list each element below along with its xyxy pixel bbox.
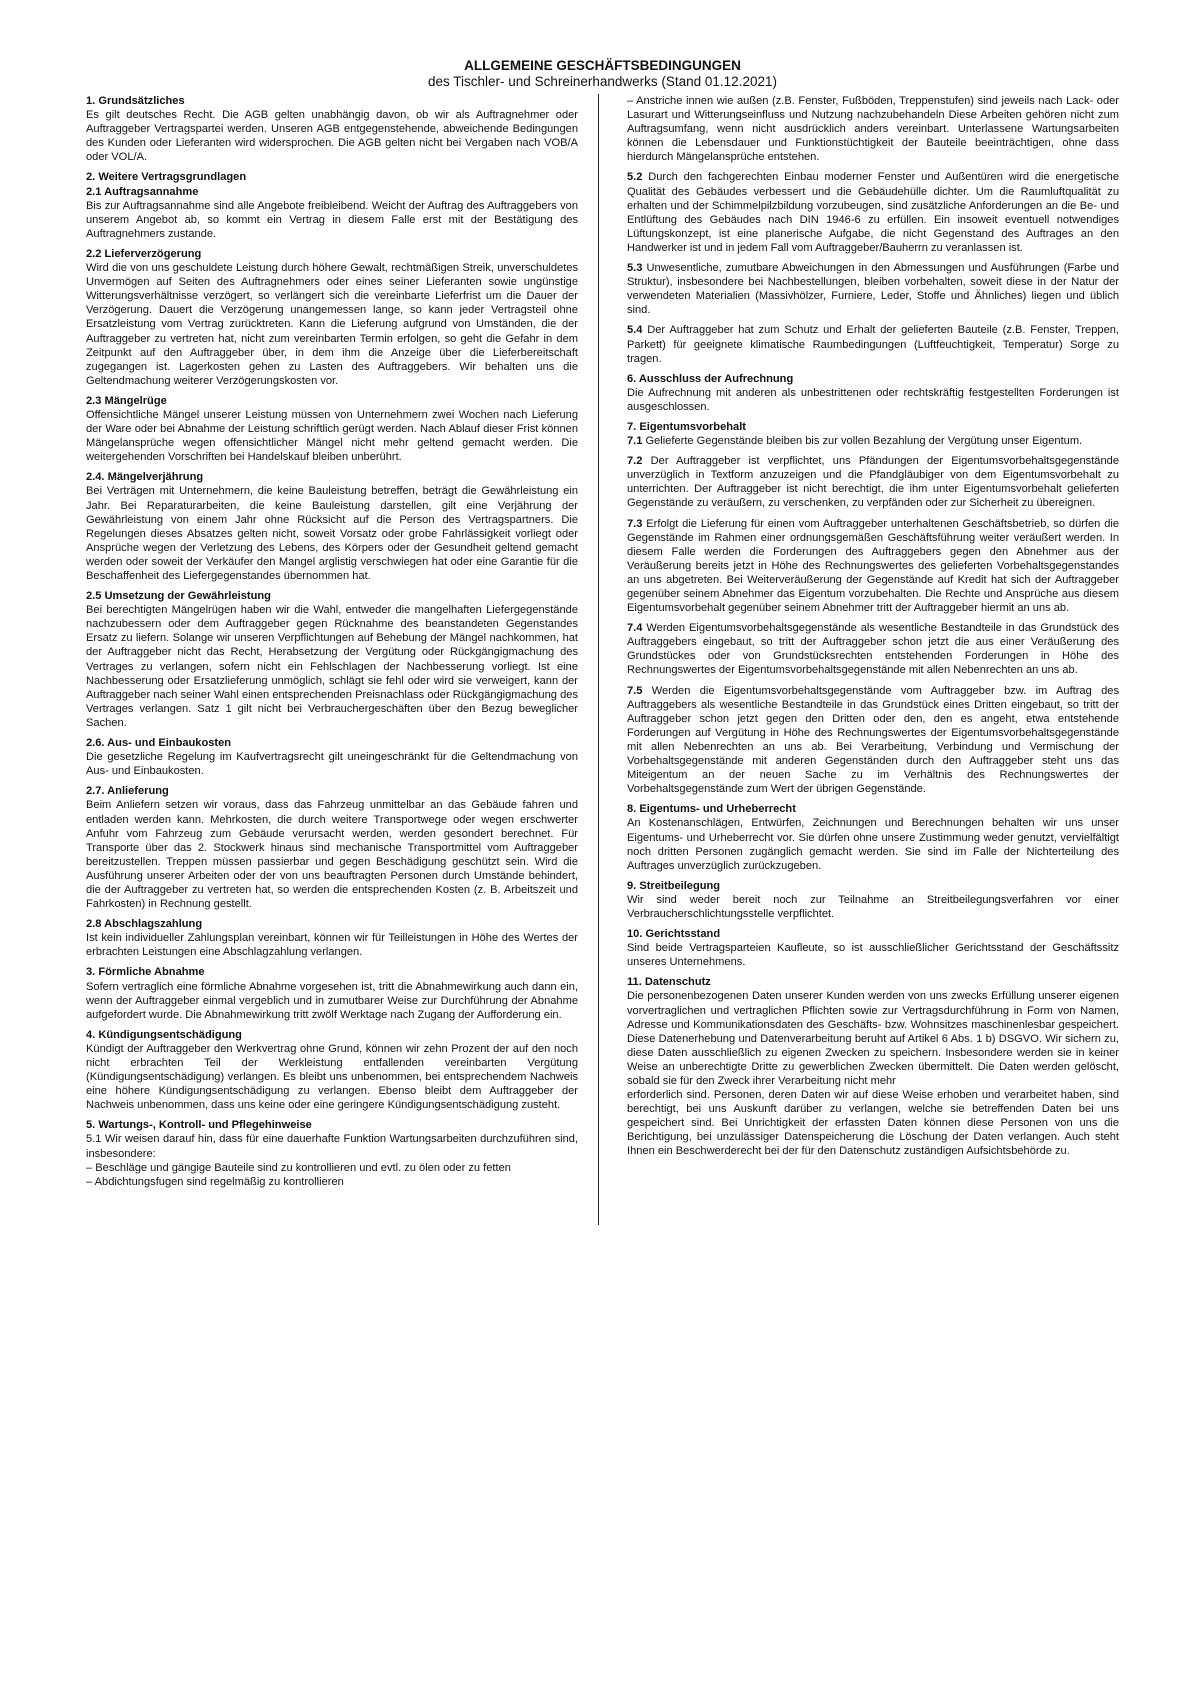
section-text: Wir sind weder bereit noch zur Teilnahme an Streitbeilegungsverfahren vor einer Verbraucherschlichtungsstelle verpflichtet. [627,893,1119,920]
clause-text: Der Auftraggeber hat zum Schutz und Erhalt der gelieferten Bauteile (z.B. Fenster, Treppen, Parkett) für geeignete klimatische Raumbedingungen (Luftfeuchtigkeit, Temperatur) Sorge zu tragen. [627,324,1119,365]
section-text [627,684,1119,797]
section-text: Kündigt der Auftraggeber den Werkvertrag ohne Grund, können wir zehn Prozent der auf den noch nicht erbrachten Teil der Werkleistung entfallenden vereinbarten Vergütung (Kündigungsentschädigung) verlangen. Es bleibt uns unbenommen, bei entsprechendem Nachweis eine höhere Kündigungsentschädigung zu verlangen. Ebenso bleibt dem Auftraggeber der Nachweis unbenommen, dass uns keine oder eine geringere Kündigungsentschädigung zusteht. [86,1042,578,1112]
clause-text: Gelieferte Gegenstände bleiben bis zur vollen Bezahlung der Vergütung unser Eigentum. [642,435,1083,448]
section-7 [627,420,1119,448]
section-5-2 [627,170,1119,255]
section-heading: 4. Kündigungsentschädigung [86,1028,242,1041]
clause-text: Werden Eigentumsvorbehaltsgegenstände als wesentliche Bestandteile in das Grundstück des Auftraggebers eingebaut, so tritt der Auftraggeber schon jetzt die aus einer Veräußerung des Grundstückes oder von Grundstücksrechten entstehenden Forderungen in Höhe des Rechnungswertes der Eigentumsvorbehaltsgegenstände mit allen Nebenrechten an uns ab. [627,622,1119,677]
section-text: Bis zur Auftragsannahme sind alle Angebote freibleibend. Weicht der Auftrag des Auftraggebers von unserem Angebot ab, so kommt ein Vertrag in diesem Falle erst mit der Bestätigung des Auftragnehmers zustande. [86,199,578,240]
section-2-2 [86,247,578,388]
subsection-heading: 2.6. Aus- und Einbaukosten [86,737,232,750]
section-text [627,454,1119,510]
section-text [627,621,1119,677]
clause-text: Unwesentliche, zumutbare Abweichungen in den Abmessungen und Ausführungen (Farbe und Struktur), insbesondere bei Nachbestellungen, bleiben vorbehalten, soweit diese in der Natur der verwendeten Materialien (Massivhölzer, Furniere, Leder, Stoffe und Ähnliches) liegen und üblich sind. [627,262,1119,317]
section-8 [627,802,1119,872]
document-subtitle: des Tischler- und Schreinerhandwerks (Stand 01.12.2021) [428,74,777,89]
bullet-item: – Beschläge und gängige Bauteile sind zu kontrollieren und evtl. zu ölen oder zu fetten [86,1161,511,1174]
section-heading: 7. Eigentumsvorbehalt [627,420,746,433]
clause-number: 5.2 [627,171,643,184]
subsection-heading: 2.4. Mängelverjährung [86,471,204,484]
section-text [627,517,1119,616]
section-5 [86,1118,578,1188]
section-text: Die personenbezogenen Daten unserer Kunden werden von uns zwecks Erfüllung unserer eigenen vorvertraglichen und vertraglichen Pflichten sowie zur Vertragsdurchführung in Form von Namen, Adresse und Kommunikationsdaten des Geschäfts- bzw. Wohnsitzes maschinenlesbar gespeichert. Diese Datenerhebung und Datenverarbeitung beruht auf Artikel 6 Abs. 1 b) DSGVO. Wir sichern zu, diese Daten ausschließlich zu eigenen Zwecken zu speichern. Insbesondere werden sie in keiner Weise an unberechtigte Dritte zu gewerblichen Zwecken übermittelt. Die Daten werden gelöscht, sobald sie für den Zweck ihrer Verarbeitung nicht mehr [627,990,1119,1087]
section-text: Die gesetzliche Regelung im Kaufvertragsrecht gilt uneingeschränkt für die Geltendmachung von Aus- und Einbaukosten. [86,751,578,778]
clause-number: 7.2 [627,455,643,468]
section-text: Wird die von uns geschuldete Leistung durch höhere Gewalt, rechtmäßigen Streik, unverschuldetes Unvermögen auf Seiten des Auftragnehmers oder eines seiner Lieferanten sowie ungünstige Witterungsverhältnisse verzögert, so verlängert sich die vereinbarte Lieferfrist um die Dauer der Verzögerung. Dauert die Verzögerung unangemessen lange, so kann jeder Vertragsteil ohne Ersatzleistung vom Vertrag zurücktreten. Kann die Lieferung aufgrund von Umständen, die der Auftraggeber zu vertreten hat, nicht zum vereinbarten Termin erfolgen, so geht die Gefahr in dem Zeitpunkt auf den Auftraggeber über, in dem ihm die Anzeige über die Lieferbereitschaft zugegangen ist. Lagerkosten gehen zu Lasten des Auftraggebers. Wir behalten uns die Geltendmachung weiterer Verzögerungskosten vor. [86,262,578,387]
subsection-heading: 2.3 Mängelrüge [86,394,167,407]
section-2-6 [86,736,578,778]
section-text: Bei berechtigten Mängelrügen haben wir die Wahl, entweder die mangelhaften Liefergegenstände nachzubessern oder dem Auftraggeber gegen Rücknahme des beanstandeten Gegenstandes Ersatz zu liefern. Solange wir unseren Verpflichtungen auf Behebung der Mängel nachkommen, hat der Auftraggeber nicht das Recht, Herabsetzung der Vergütung oder Rückgängigmachung des Vertrages zu verlangen, sofern nicht ein Fehlschlagen der Nachbesserung vorliegt. Ist eine Nachbesserung oder Ersatzlieferung unmöglich, schlägt sie fehl oder wird sie verweigert, kann der Auftraggeber nach seiner Wahl einen entsprechenden Preisnachlass oder Rückgängigmachung des Vertrages verlangen. Satz 1 gilt nicht bei Verbrauchergeschäften über den Bezug beweglicher Sachen. [86,604,578,729]
subsection-heading: 2.2 Lieferverzögerung [86,247,202,260]
section-2-7 [86,784,578,911]
subsection-heading: 2.7. Anlieferung [86,785,169,798]
section-text: Sind beide Vertragsparteien Kaufleute, so ist ausschließlicher Gerichtsstand der Geschäftssitz unseres Unternehmens. [627,942,1119,969]
section-1 [86,94,578,164]
subsection-heading: 2.1 Auftragsannahme [86,185,199,198]
section-heading: 10. Gerichtsstand [627,928,721,941]
section-2-5 [86,589,578,730]
section-6 [627,372,1119,414]
section-heading: 2. Weitere Vertragsgrundlagen [86,171,247,184]
section-7-3 [627,517,1119,616]
section-heading: 9. Streitbeilegung [627,879,721,892]
section-text [627,434,1119,448]
subsection-heading: 2.5 Umsetzung der Gewährleistung [86,590,271,603]
section-text: Beim Anliefern setzen wir voraus, dass das Fahrzeug unmittelbar an das Gebäude fahren und entladen werden kann. Mehrkosten, die durch weitere Transportwege oder wegen erschwerter Anfuhr vom Fahrzeug zum Gebäude verursacht werden, werden gesondert berechnet. Für Transporte über das 2. Stockwerk hinaus sind mechanische Transportmittel vom Auftraggeber bereitzustellen. Treppen müssen passierbar und gegen Beschädigung geschützt sein. Wird die Ausführung unserer Arbeiten oder der von uns beauftragten Personen durch Umstände behindert, die der Auftraggeber zu vertreten hat, so werden die entsprechenden Kosten (z. B. Arbeitszeit und Fahrkosten) in Rechnung gestellt. [86,799,578,911]
section-text-continued: erforderlich sind. Personen, deren Daten wir auf diese Weise erhoben und verarbeitet haben, sind berechtigt, bei uns Auskunft darüber zu verlangen, welche sie betreffenden Daten bei uns gespeichert sind. Bei Unrichtigkeit der erfassten Daten können diese Personen von uns die Berichtigung, bei unzulässiger Datenspeicherung die Löschung der Daten verlangen. Auch steht Ihnen ein Beschwerderecht bei der für den Datenschutz zuständigen Aufsichtsbehörde zu. [627,1089,1119,1158]
section-heading: 8. Eigentums- und Urheberrecht [627,803,796,816]
section-text: An Kostenanschlägen, Entwürfen, Zeichnungen und Berechnungen behalten wir uns unser Eigentums- und Urheberrecht vor. Sie dürfen ohne unsere Zustimmung weder genutzt, vervielfältigt noch dritten Personen zugänglich gemacht werden. Sie sind im Falle der Nichterteilung des Auftrages unverzüglich zurückzugeben. [627,817,1119,872]
section-7-2 [627,454,1119,510]
right-column [627,94,1119,1195]
clause-number: 7.5 [627,684,643,697]
clause-number: 5.3 [627,262,643,275]
section-heading: 5. Wartungs-, Kontroll- und Pflegehinweise [86,1119,312,1132]
section-heading: 3. Förmliche Abnahme [86,966,205,979]
section-text: Es gilt deutsches Recht. Die AGB gelten unabhängig davon, ob wir als Auftragnehmer oder Auftraggeber Vertragspartei werden. Unseren AGB entgegenstehende, abweichende Bedingungen des Kunden oder Lieferanten wird widersprochen. Die AGB gelten nicht bei Vergaben nach VOB/A oder VOL/A. [86,109,578,164]
subsection-heading: 2.8 Abschlagszahlung [86,918,203,931]
section-text: Offensichtliche Mängel unserer Leistung müssen von Unternehmern zwei Wochen nach Lieferung der Ware oder bei Abnahme der Leistung schriftlich gerügt werden. Nach Ablauf dieser Frist können Mängelansprüche wegen offensichtlicher Mängel nicht mehr geltend gemacht werden. Die weitergehenden Vorschriften bei Handelskauf bleiben unberührt. [86,408,578,464]
section-7-5 [627,684,1119,797]
section-text: Ist kein individueller Zahlungsplan vereinbart, können wir für Teilleistungen in Höhe des Wertes der erbrachten Leistungen eine Abschlagzahlung verlangen. [86,932,578,959]
section-heading: 6. Ausschluss der Aufrechnung [627,372,794,385]
clause-text: Werden die Eigentumsvorbehaltsgegenstände vom Auftraggeber bzw. im Auftrag des Auftraggebers als wesentliche Bestandteile in das Grundstück eines Dritten eingebaut, so tritt der Auftraggeber schon jetzt gegen den Dritten oder den, den es angeht, etwa entstehende Forderungen auf Vergütung in Höhe des Rechnungswertes der Eigentumsvorbehaltsgegenstände mit allen Nebenrechten an uns ab. Bei Verarbeitung, Verbindung und Vermischung der Vorbehaltsgegenstände mit anderen Gegenständen durch den Auftraggeber steht uns das Miteigentum an der neuen Sache zu im Verhältnis des Rechnungswertes der Vorbehaltsgegenstände zum Wert der übrigen Gegenstände. [627,684,1119,796]
section-2-4 [86,470,578,583]
section-heading: 11. Datenschutz [627,976,711,989]
section-text [627,261,1119,317]
section-10 [627,927,1119,969]
clause-number: 7.4 [627,622,643,635]
section-2-3 [86,394,578,464]
bullet-item: – Anstriche innen wie außen (z.B. Fenster, Fußböden, Treppenstufen) sind jeweils nach Lack- oder Lasurart und Witterungseinfluss und Nutzung nachzubehandeln Diese Arbeiten gehören nicht zum Auftragsumfang, wenn nicht ausdrücklich anders vereinbart. Unterlassene Wartungsarbeiten können die Lebensdauer und Funktionstüchtigkeit der Bauteile beeinträchtigen, ohne dass hierdurch Mängelansprüche entstehen. [627,95,1119,164]
clause-number: 7.3 [627,517,643,530]
section-2 [86,170,578,240]
section-11 [627,975,1119,1158]
section-5-4 [627,323,1119,365]
section-2-8 [86,917,578,959]
section-5-3 [627,261,1119,317]
section-text: Die Aufrechnung mit anderen als unbestrittenen oder rechtskräftig festgestellten Forderungen ist ausgeschlossen. [627,386,1119,413]
clause-text: Der Auftraggeber ist verpflichtet, uns Pfändungen der Eigentumsvorbehaltsgegenstände unverzüglich in Textform anzuzeigen und die Pfandgläubiger von dem Eigentumsvorbehalt zu unterrichten. Der Auftraggeber ist nicht berechtigt, die ihm unter Eigentumsvorbehalt gelieferten Gegenstände zu veräußern, zu verschenken, zu verpfänden oder zur Sicherheit zu übereignen. [627,455,1119,510]
document-title: ALLGEMEINE GESCHÄFTSBEDINGUNGEN [464,58,741,73]
section-4 [86,1028,578,1113]
section-9 [627,879,1119,921]
section-7-4 [627,621,1119,677]
section-heading: 1. Grundsätzliches [86,95,185,107]
section-3 [86,965,578,1021]
clause-text: Durch den fachgerechten Einbau moderner Fenster und Außentüren wird die energetische Qualität des Gebäudes verbessert und die Gebäudehülle dichter. Um die Raumluftqualität zu erhalten und der Schimmelpilzbildung vorzubeugen, sind zusätzliche Anforderungen an die Be- und Entlüftung des Gebäudes nach DIN 1946-6 zu erfüllen. Ein insoweit eventuell notwendiges Lüftungskonzept, ist eine planerische Aufgabe, die nicht Gegenstand des Auftrages an den Handwerker ist und in jedem Fall vom Auftraggeber/Bauherrn zu veranlassen ist. [627,171,1119,254]
left-column [86,94,578,1195]
clause-number: 7.1 [627,435,643,448]
column-divider [598,94,599,1225]
section-text: Sofern vertraglich eine förmliche Abnahme vorgesehen ist, tritt die Abnahmewirkung auch dann ein, wenn der Auftraggeber einmal vergeblich und in zumutbarer Weise zur Durchführung der Abnahme aufgefordert wurde. Die Abnahmewirkung tritt zwölf Werktage nach Zugang der Aufforderung ein. [86,980,578,1021]
section-5-1-continued [627,94,1119,164]
two-column-body [86,94,1119,1195]
bullet-item: – Abdichtungsfugen sind regelmäßig zu kontrollieren [86,1175,344,1188]
section-text [627,170,1119,255]
section-text [627,323,1119,365]
clause-number: 5.4 [627,324,643,337]
section-text: 5.1 Wir weisen darauf hin, dass für eine dauerhafte Funktion Wartungsarbeiten durchzuführen sind, insbesondere: [86,1133,578,1160]
section-text: Bei Verträgen mit Unternehmern, die keine Bauleistung betreffen, beträgt die Gewährleistung ein Jahr. Bei Reparaturarbeiten, die keine Bauleistung darstellen, gilt eine Verjährung der Gewährleistung von einem Jahr ohne Rücksicht auf die Person des Vertragspartners. Die Regelungen dieses Absatzes gelten nicht, soweit Vorsatz oder grobe Fahrlässigkeit vorliegt oder Ansprüche wegen der Verletzung des Lebens, des Körpers oder der Gesundheit geltend gemacht werden oder soweit der Verkäufer den Mangel arglistig verschwiegen hat oder eine Garantie für die Beschaffenheit des Liefergegenstandes übernommen hat. [86,485,578,582]
clause-text: Erfolgt die Lieferung für einen vom Auftraggeber unterhaltenen Geschäftsbetrieb, so dürfen die Gegenstände im Rahmen einer ordnungsgemäßen Geschäftsführung weiter veräußert werden. In diesem Falle werden die Forderungen des Auftraggebers gegen den Abnehmer aus der Veräußerung bereits jetzt in Höhe des Rechnungswertes des gelieferten Vorbehaltsgegenstandes an uns abgetreten. Bei Weiterveräußerung der Gegenstände auf Kredit hat sich der Auftraggeber gegenüber seinem Abnehmer das Eigentum vorzubehalten. Die Rechte und Ansprüche aus diesem Eigentumsvorbehalt gegenüber seinem Abnehmer tritt der Auftraggeber hiermit an uns ab. [627,517,1119,615]
